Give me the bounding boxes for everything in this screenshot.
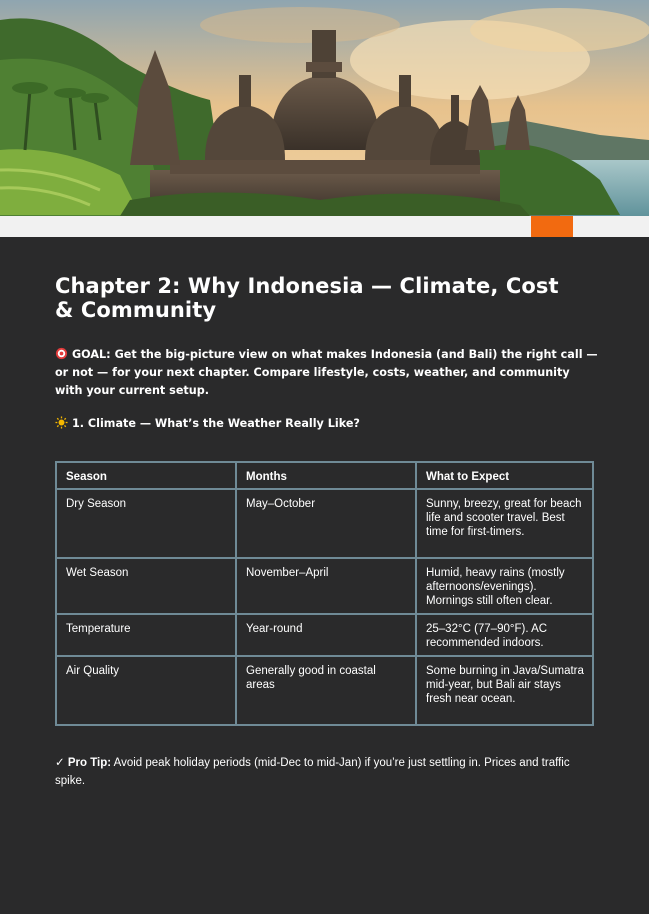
header-what-to-expect: What to Expect: [416, 462, 593, 489]
climate-table: [55, 461, 594, 726]
pro-tip-text: Avoid peak holiday periods (mid-Dec to mid-Jan) if you’re just settling in. Prices and traffic spike.: [55, 757, 570, 787]
table-cell: Humid, heavy rains (mostly afternoons/evenings). Mornings still often clear.: [416, 558, 593, 614]
goal-paragraph: [55, 346, 600, 400]
table-cell: November–April: [236, 558, 416, 614]
sun-icon: [55, 416, 68, 429]
chapter-title: Chapter 2: Why Indonesia — Climate, Cost & Community: [55, 274, 559, 322]
accent-block: [531, 216, 573, 237]
table-cell: 25–32°C (77–90°F). AC recommended indoors.: [416, 614, 593, 656]
header-months: Months: [236, 462, 416, 489]
climate-section-heading: [55, 416, 575, 432]
check-icon: ✓: [55, 757, 65, 769]
table-row: [56, 558, 593, 614]
table-cell: Wet Season: [56, 558, 236, 614]
table-cell: Year-round: [236, 614, 416, 656]
goal-text: Get the big-picture view on what makes Indonesia (and Bali) the right call — or not — for your next chapter. Compare lifestyle, costs, weather, and community with your current setup.: [55, 348, 598, 397]
table-header-row: [56, 462, 593, 489]
pro-tip: [55, 754, 575, 790]
table-cell: Some burning in Java/Sumatra mid-year, but Bali air stays fresh near ocean.: [416, 656, 593, 725]
table-cell: Air Quality: [56, 656, 236, 725]
table-cell: Generally good in coastal areas: [236, 656, 416, 725]
goal-label: GOAL:: [72, 348, 111, 361]
table-cell: Temperature: [56, 614, 236, 656]
table-row: [56, 614, 593, 656]
table-row: [56, 489, 593, 558]
table-cell: Dry Season: [56, 489, 236, 558]
hero-image: [0, 0, 649, 237]
pro-tip-label: Pro Tip:: [67, 757, 112, 769]
header-season: Season: [56, 462, 236, 489]
table-cell: May–October: [236, 489, 416, 558]
table-cell: Sunny, breezy, great for beach life and scooter travel. Best time for first-timers.: [416, 489, 593, 558]
climate-heading-text: 1. Climate — What’s the Weather Really Like?: [72, 417, 360, 430]
target-icon: [55, 347, 68, 360]
table-row: [56, 656, 593, 725]
